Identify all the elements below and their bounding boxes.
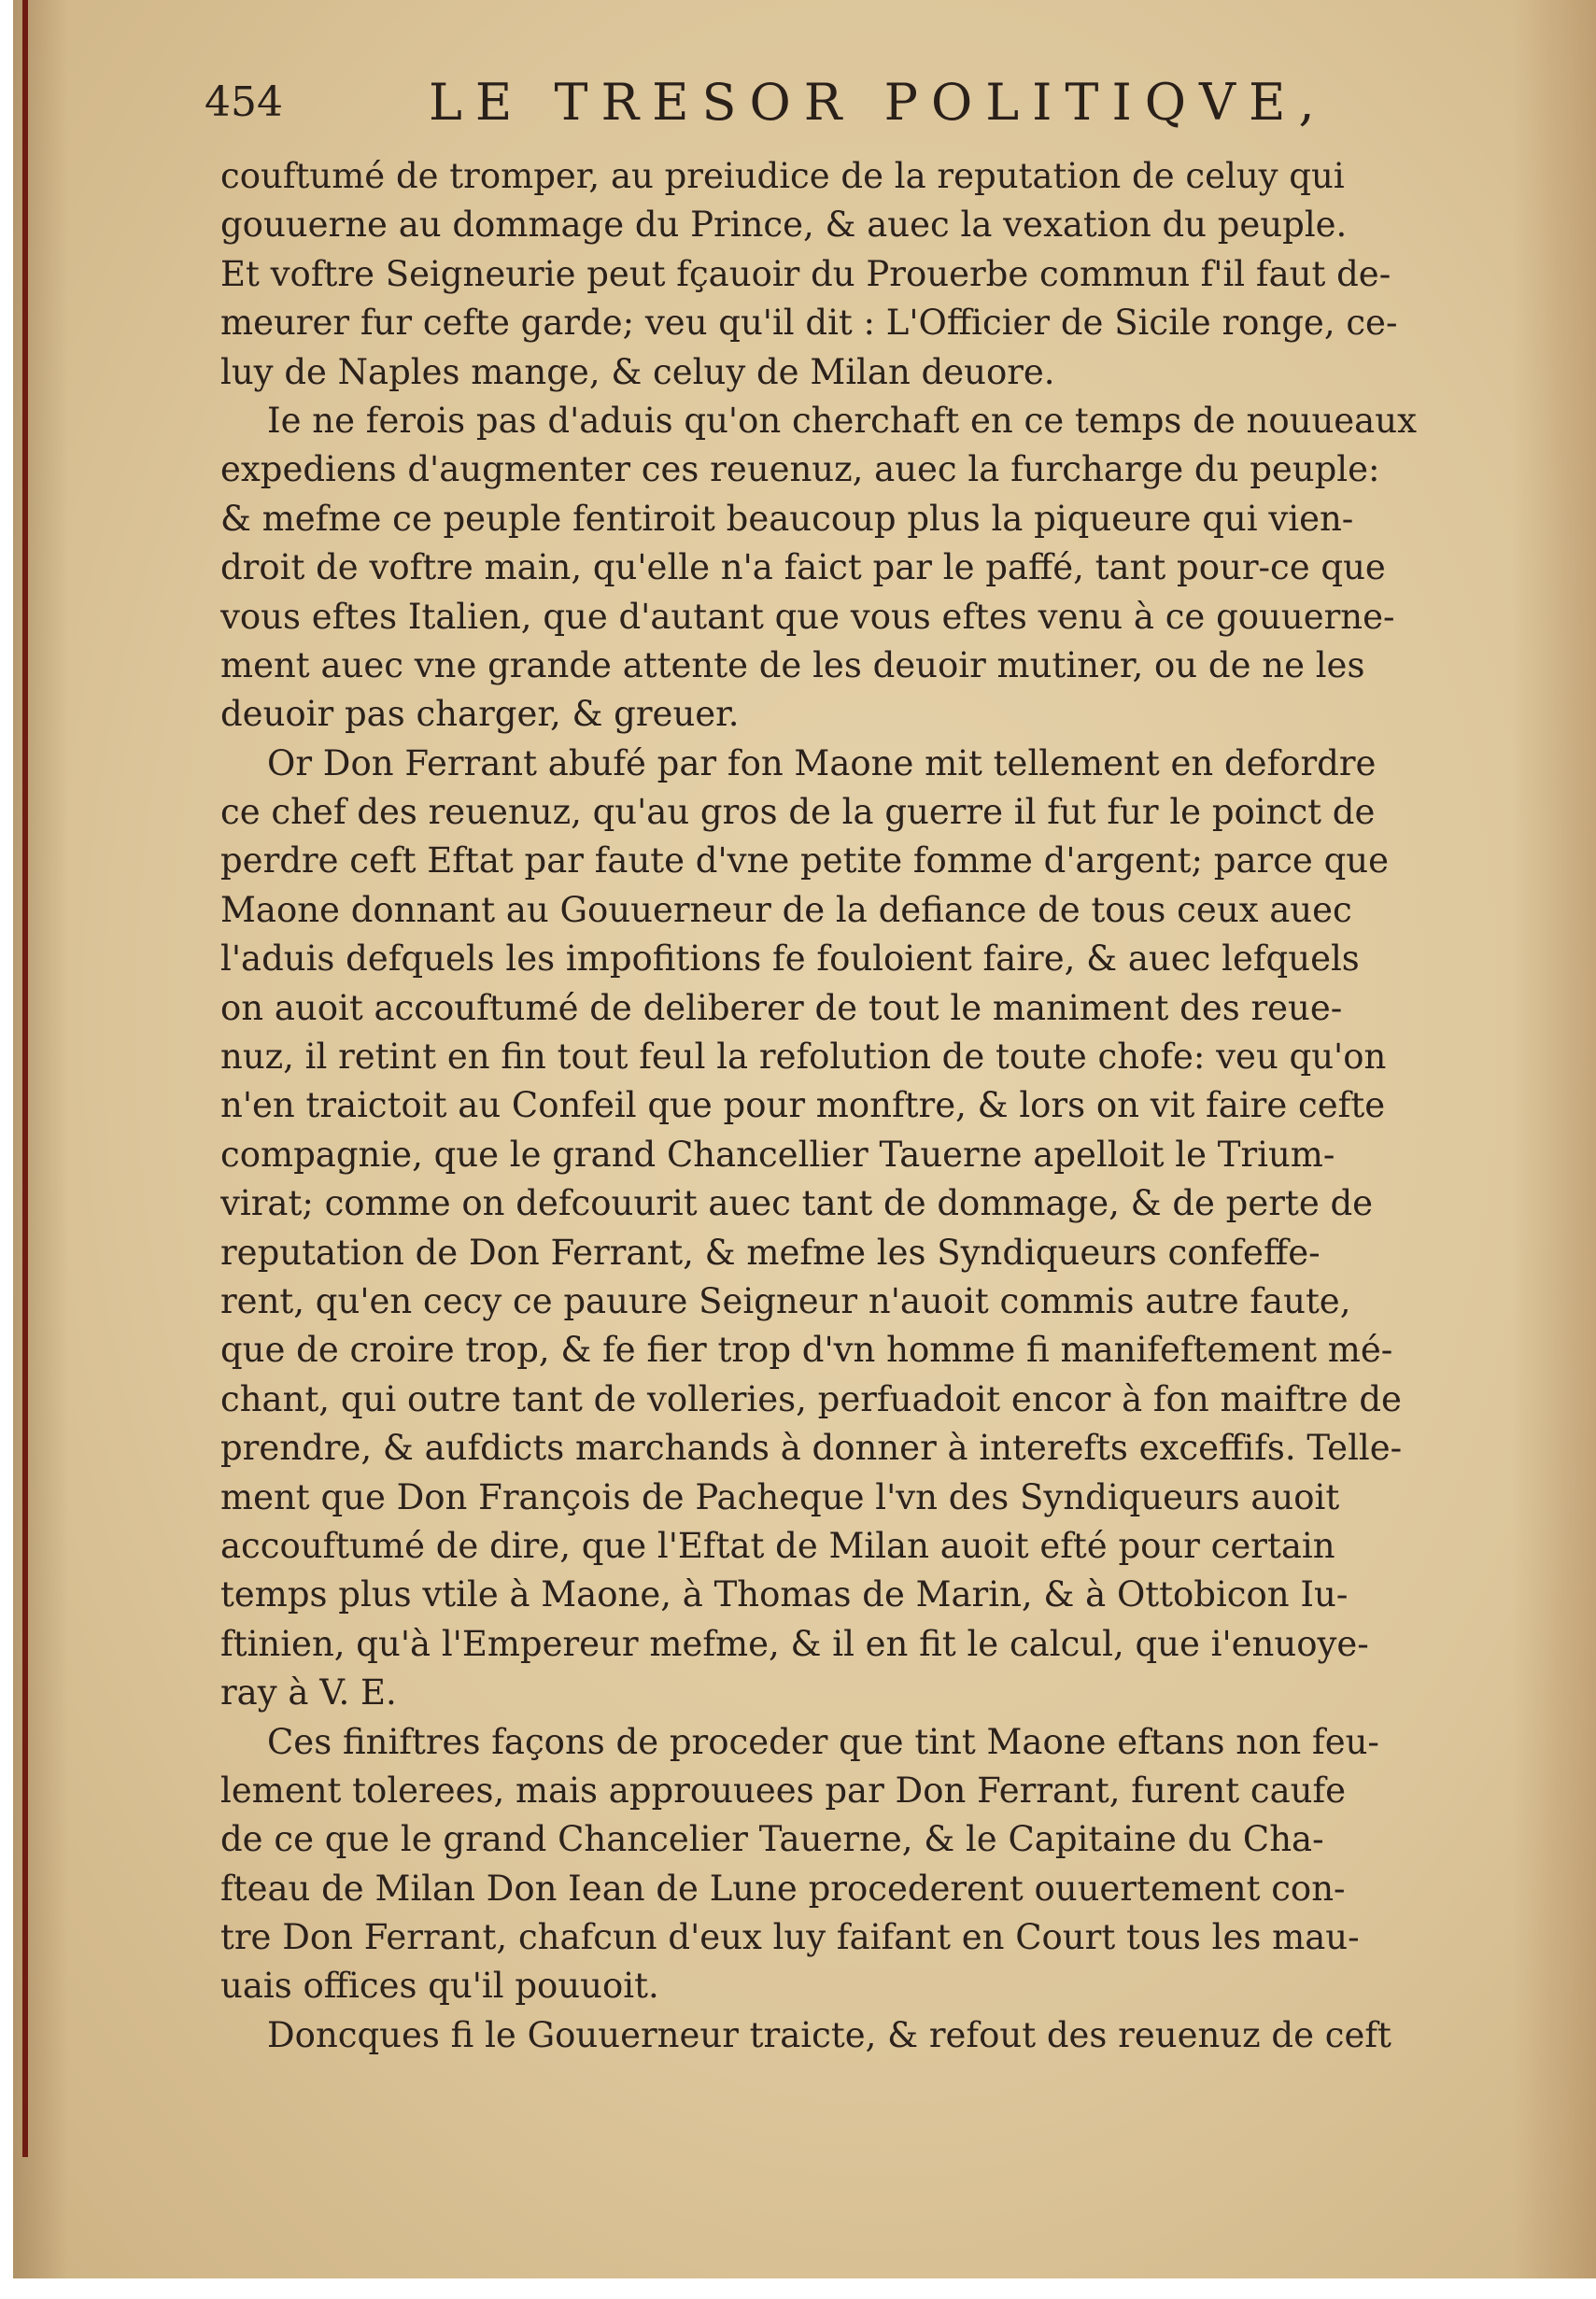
page-number: 454 — [205, 78, 283, 126]
text-line: l'aduis defquels les impofitions fe fouloient faire, & auec lefquels — [220, 938, 1360, 980]
text-line: expediens d'augmenter ces reuenuz, auec la furcharge du peuple: — [220, 449, 1380, 490]
text-line: chant, qui outre tant de volleries, perfuadoit encor à fon maiftre de — [220, 1378, 1402, 1419]
text-line: perdre ceft Eftat par faute d'vne petite fomme d'argent; parce que — [220, 840, 1389, 882]
text-line: ment auec vne grande attente de les deuoir mutiner, ou de ne les — [220, 644, 1365, 685]
paragraph-start: Doncques fi le Gouuerneur traicte, & refout des reuenuz de ceft — [267, 2014, 1391, 2055]
text-line: de ce que le grand Chancelier Tauerne, & le Capitaine du Cha- — [220, 1819, 1324, 1860]
text-line: ment que Don François de Pacheque l'vn des Syndiqueurs auoit — [220, 1476, 1340, 1517]
text-line: Et voftre Seigneurie peut fçauoir du Prouerbe commun f'il faut de- — [220, 253, 1391, 294]
text-line: temps plus vtile à Maone, à Thomas de Marin, & à Ottobicon Iu- — [220, 1574, 1349, 1615]
text-line: tre Don Ferrant, chafcun d'eux luy faifant en Court tous les mau- — [220, 1917, 1360, 1958]
page-header — [205, 73, 1456, 148]
text-line: ce chef des reuenuz, qu'au gros de la guerre il fut fur le poinct de — [220, 792, 1376, 833]
text-line: on auoit accouftumé de deliberer de tout le maniment des reue- — [220, 987, 1343, 1028]
text-line: fteau de Milan Don Iean de Lune procederent ouuertement con- — [220, 1868, 1346, 1909]
text-line: reputation de Don Ferrant, & mefme les Syndiqueurs confeffe- — [220, 1232, 1321, 1273]
text-line: compagnie, que le grand Chancellier Tauerne apelloit le Trium- — [220, 1134, 1335, 1175]
text-line: droit de voftre main, qu'elle n'a faict par le paffé, tant pour-ce que — [220, 547, 1386, 588]
text-line: prendre, & aufdicts marchands à donner à interefts exceffifs. Telle- — [220, 1428, 1403, 1469]
text-line: ray à V. E. — [220, 1672, 397, 1714]
body-text — [220, 152, 1462, 2060]
text-line: accouftumé de dire, que l'Eftat de Milan auoit efté pour certain — [220, 1525, 1335, 1566]
text-line: & mefme ce peuple fentiroit beaucoup plus la piqueure qui vien- — [220, 498, 1354, 539]
page-edge-border — [22, 0, 28, 2157]
book-page — [13, 0, 1596, 2278]
paragraph-start: Ie ne ferois pas d'aduis qu'on cherchaft en ce temps de nouueaux — [267, 400, 1417, 441]
text-line: rent, qu'en cecy ce pauure Seigneur n'auoit commis autre faute, — [220, 1280, 1351, 1321]
text-line: nuz, il retint en fin tout feul la refolution de toute chofe: veu qu'on — [220, 1037, 1387, 1078]
paragraph-start: Or Don Ferrant abufé par fon Maone mit tellement en defordre — [267, 742, 1377, 783]
text-line: gouuerne au dommage du Prince, & auec la vexation du peuple. — [220, 205, 1348, 246]
text-line: Maone donnant au Gouuerneur de la defiance de tous ceux auec — [220, 889, 1352, 930]
text-line: ftinien, qu'à l'Empereur mefme, & il en fit le calcul, que i'enuoye- — [220, 1623, 1369, 1664]
text-line: virat; comme on defcouurit auec tant de dommage, & de perte de — [220, 1183, 1374, 1224]
text-line: n'en traictoit au Confeil que pour monftre, & lors on vit faire cefte — [220, 1085, 1386, 1126]
paragraph-start: Ces finiftres façons de proceder que tint Maone eftans non feu- — [267, 1721, 1379, 1762]
running-title: LE TRESOR POLITIQVE, — [429, 73, 1328, 132]
text-line: couftumé de tromper, au preiudice de la reputation de celuy qui — [220, 156, 1345, 196]
text-line: que de croire trop, & fe fier trop d'vn homme fi manifeftement mé- — [220, 1330, 1393, 1371]
text-line: vous eftes Italien, que d'autant que vous eftes venu à ce gouuerne- — [220, 596, 1395, 637]
text-line: uais offices qu'il pouuoit. — [220, 1966, 659, 2007]
text-line: lement tolerees, mais approuuees par Don Ferrant, furent caufe — [220, 1770, 1347, 1811]
text-line: deuoir pas charger, & greuer. — [220, 694, 740, 735]
text-line: meurer fur cefte garde; veu qu'il dit : L'Officier de Sicile ronge, ce- — [220, 303, 1398, 344]
text-line: luy de Naples mange, & celuy de Milan deuore. — [220, 351, 1055, 392]
